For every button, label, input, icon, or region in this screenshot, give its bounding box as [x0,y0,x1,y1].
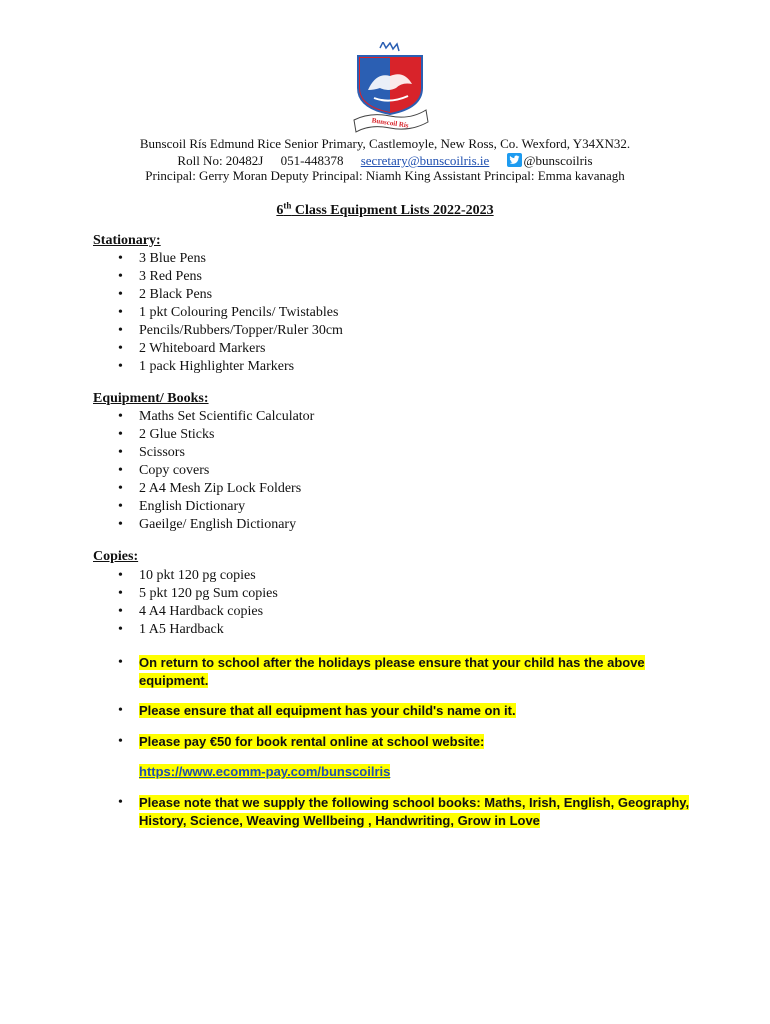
school-crest-logo [350,42,430,134]
note-books [118,794,699,830]
list-item: • 1 pkt Colouring Pencils/ Twistables [118,304,343,322]
list-item: • 3 Blue Pens [118,250,343,268]
equipment-heading: Equipment/ Books: [93,391,209,406]
contact-line [0,153,770,169]
note-books-text: Please note that we supply the following school books: Maths, Irish, English, Geography, History, Science, Weaving Wellbeing , Handwriting, Grow in Love [139,795,690,828]
crest-banner-text: Bunscoil Rís [371,116,410,130]
list-item: • 5 pkt 120 pg Sum copies [118,585,278,603]
copies-list [118,567,278,639]
list-item: • Copy covers [118,462,314,480]
note-return-text: On return to school after the holidays please ensure that your child has the above equipment. [139,655,645,688]
list-item: • Pencils/Rubbers/Topper/Ruler 30cm [118,322,343,340]
list-item: • Gaeilge/ English Dictionary [118,516,314,534]
phone-number: 051-448378 [280,153,344,168]
list-item: • 2 Glue Sticks [118,426,314,444]
title-ordinal: th [283,200,292,210]
note-return [118,654,678,690]
title-number: 6 [276,202,284,218]
list-item: • 3 Red Pens [118,268,343,286]
page-title [0,200,770,219]
note-pay [118,733,484,751]
payment-link[interactable]: https://www.ecomm-pay.com/bunscoilris [139,764,391,779]
list-item: • Maths Set Scientific Calculator [118,408,314,426]
title-text: Class Equipment Lists 2022-2023 [291,202,494,218]
list-item: • English Dictionary [118,498,314,516]
list-item: • 1 pack Highlighter Markers [118,358,343,376]
stationary-heading: Stationary: [93,233,161,248]
equipment-list [118,408,314,534]
stationary-list [118,250,343,376]
list-item: • 2 A4 Mesh Zip Lock Folders [118,480,314,498]
payment-link-line [139,764,390,779]
principals-line: Principal: Gerry Moran Deputy Principal: Niamh King Assistant Principal: Emma kavanagh [145,168,625,183]
list-item: • 10 pkt 120 pg copies [118,567,278,585]
list-item: • Scissors [118,444,314,462]
list-item: • 2 Whiteboard Markers [118,340,343,358]
copies-heading: Copies: [93,549,139,564]
email-link[interactable]: secretary@bunscoilris.ie [360,153,490,168]
roll-number: Roll No: 20482J [177,153,264,168]
twitter-handle[interactable]: @bunscoilris [523,153,593,168]
list-item: • 1 A5 Hardback [118,621,278,639]
list-item: • 2 Black Pens [118,286,343,304]
note-pay-text: Please pay €50 for book rental online at school website: [139,734,485,749]
list-item: • 4 A4 Hardback copies [118,603,278,621]
school-address-line: Bunscoil Rís Edmund Rice Senior Primary, Castlemoyle, New Ross, Co. Wexford, Y34XN32. [139,136,631,151]
twitter-icon [507,153,522,167]
note-name-text: Please ensure that all equipment has your child's name on it. [139,703,516,718]
note-name [118,702,516,720]
